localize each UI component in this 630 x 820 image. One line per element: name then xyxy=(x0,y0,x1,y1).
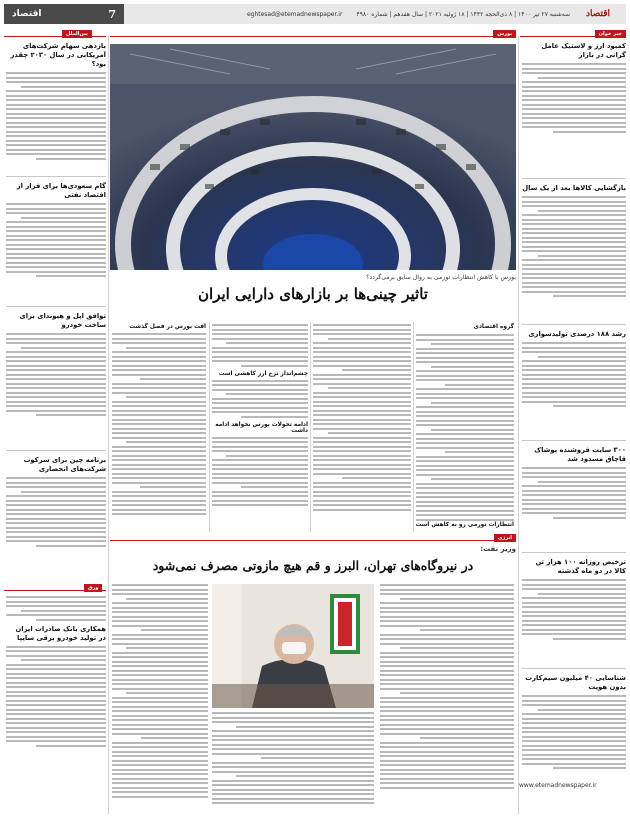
left-article-1 xyxy=(6,42,106,160)
left-article-4-title[interactable]: برنامه چین برای سرکوب شرکت‌های انحصاری xyxy=(23,456,106,473)
right-article-2-title[interactable]: بازگشایی کالاها بعد از یک سال xyxy=(522,184,626,192)
article-divider xyxy=(522,178,626,179)
right-article-1-title[interactable]: کمبود ارز و لاستیک عامل گرانی در بازار xyxy=(541,42,626,59)
energy-article-col-2 xyxy=(212,712,374,804)
right-article-5 xyxy=(522,558,626,640)
article-divider xyxy=(522,552,626,553)
article-divider xyxy=(522,324,626,325)
energy-article-col-3 xyxy=(112,584,208,798)
right-article-6-title[interactable]: شناسایی ۴۰ میلیون سیم‌کارت بدون هویت xyxy=(525,674,626,691)
left-article-2-title[interactable]: گام سعودی‌ها برای فرار از اقتصاد نفتی xyxy=(16,182,106,199)
article-divider xyxy=(522,668,626,669)
right-article-2 xyxy=(522,184,626,297)
left-article-5 xyxy=(6,596,106,747)
website-url[interactable]: www.etemadnewspaper.ir xyxy=(519,782,597,789)
minister-photo xyxy=(212,584,374,708)
tag-international: بین‌الملل xyxy=(62,30,92,38)
main-headline: تاثیر چینی‌ها بر بازارهای دارایی ایران xyxy=(198,285,428,303)
section-banner xyxy=(4,4,124,24)
article-divider xyxy=(6,450,106,451)
main-subhead-3: ادامه تحولات بورس نخواهد ادامه داشت xyxy=(215,421,308,434)
left-column-divider xyxy=(108,36,109,814)
page-header xyxy=(4,4,626,24)
tag-right-column: خبر خوان xyxy=(595,30,626,38)
main-article-col-2 xyxy=(313,324,411,511)
tag-left-bottom: ورق xyxy=(84,584,102,592)
newspaper-logo: اقتصاد xyxy=(585,9,611,19)
main-article-col-4 xyxy=(112,324,206,515)
right-article-5-title[interactable]: ترخیص روزانه ۱۰۰ هزار تن کالا در دو ماه گذشته xyxy=(535,558,626,575)
left-article-5-title[interactable]: همکاری بانک صادرات ایران در تولید خودرو برقی سایپا xyxy=(15,624,106,642)
trading-floor-photo xyxy=(110,44,516,270)
main-kicker: بورس با کاهش انتظارات تورمی به روال سابق برمی‌گردد؟ xyxy=(366,274,516,281)
column-divider xyxy=(413,322,414,532)
left-article-2 xyxy=(6,182,106,277)
tag-energy: انرژی xyxy=(494,534,516,542)
article-divider xyxy=(6,176,106,177)
right-article-3 xyxy=(522,330,626,407)
tag-bourse: بورس xyxy=(493,30,516,38)
right-column-divider xyxy=(518,36,519,814)
energy-kicker: وزیر نفت: xyxy=(480,545,516,553)
article-divider xyxy=(6,306,106,307)
section-title: اقتصاد xyxy=(12,9,42,19)
left-article-3-title[interactable]: توافق اپل و هیوندای برای ساخت خودرو xyxy=(19,312,106,329)
main-group-label: گروه اقتصادی xyxy=(473,324,514,330)
right-article-3-title[interactable]: رشد ۱۸۸ درصدی تولیدسواری xyxy=(528,330,626,338)
main-article-col-1 xyxy=(416,334,514,521)
left-article-3 xyxy=(6,312,106,416)
energy-rule xyxy=(110,540,516,541)
left-article-1-title[interactable]: بازدهی سهام شرکت‌های آمریکایی در سال ۲۰۳۰ چقدر بود؟ xyxy=(10,42,106,68)
right-article-4-title[interactable]: ۳۰۰ سایت فروشنده پوشاک قاچاق مسدود شد xyxy=(534,446,626,463)
section-email[interactable]: eghtesad@etemadnewspaper.ir xyxy=(246,10,343,18)
right-article-4 xyxy=(522,446,626,519)
main-subhead-2: چشم‌انداز نرخ ارز کاهشی است xyxy=(218,370,308,377)
main-article-col-3 xyxy=(212,324,308,506)
energy-article-col-1 xyxy=(380,584,514,789)
column-divider xyxy=(310,322,311,532)
main-subhead-4: انتظارات تورمی رو به کاهش است xyxy=(415,522,514,528)
page-number: 7 xyxy=(108,7,116,21)
column-divider xyxy=(209,322,210,532)
center-column-rule xyxy=(110,36,516,37)
issue-date: سه‌شنبه ۲۷ تیر ۱۴۰۰ | ۸ ذی‌الحجه ۱۴۴۲ | ۱۸ ژوئیه ۲۰۲۱ | سال هفدهم | شماره ۴۹۸۰ xyxy=(356,10,570,18)
right-article-1 xyxy=(522,42,626,133)
left-article-4 xyxy=(6,456,106,547)
right-article-6 xyxy=(522,674,626,769)
energy-headline: در نیروگاه‌های تهران، البرز و قم هیچ مازوتی مصرف نمی‌شود xyxy=(152,558,474,573)
main-subhead-1: افت بورس در فصل گذشت xyxy=(129,324,206,330)
article-divider xyxy=(522,440,626,441)
